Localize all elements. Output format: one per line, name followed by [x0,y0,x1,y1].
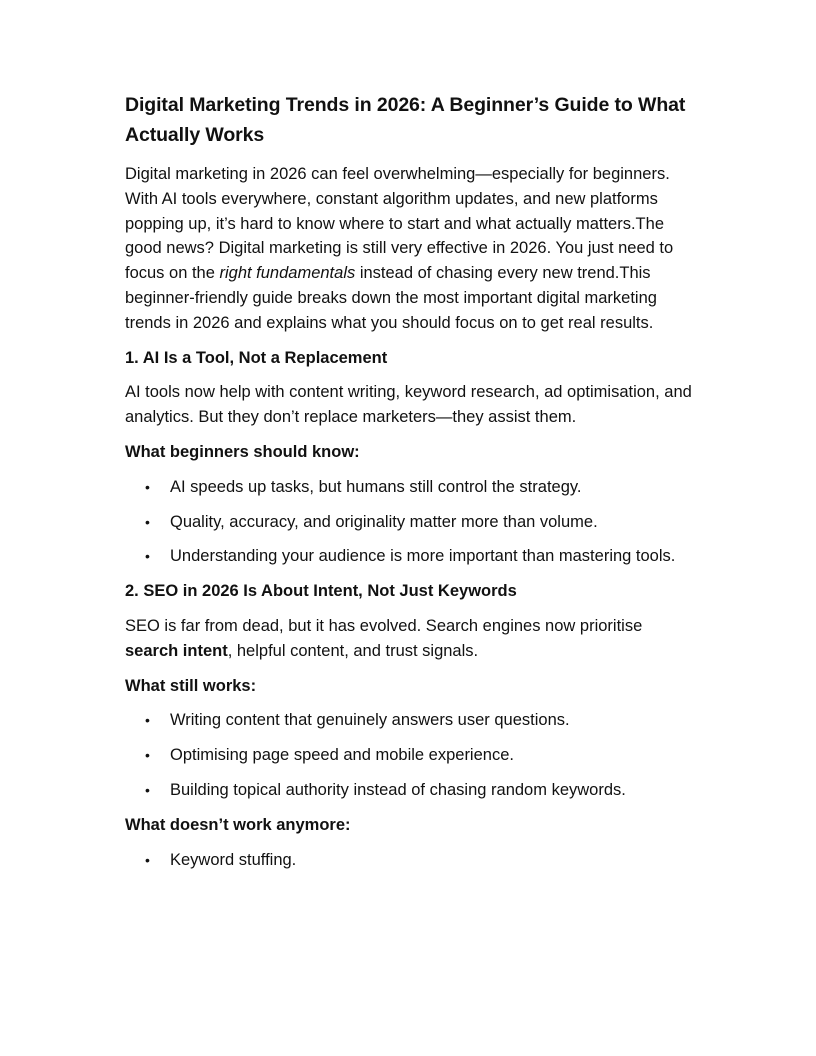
page-title: Digital Marketing Trends in 2026: A Beginner’s Guide to What Actually Works [125,94,686,146]
section-2-body-end: , helpful content, and trust signals. [227,641,479,660]
list-item-text: Writing content that genuinely answers user questions. [170,711,570,730]
bullet-icon: • [145,851,150,868]
intro-paragraph [125,162,695,336]
bullet-icon: • [145,548,150,565]
intro-text-start: Digital marketing in 2026 can feel overwhelming—especially for beginners. With AI tools everywhere, constant algorithm updates, and new platforms popping up, it’s hard to know where to start and what actually matters.The good news? Digital marketing is still very effective in 2026. You just need to focus on the [125,165,674,283]
bullet-icon: • [145,781,150,798]
section-2-body-strong: search intent [125,641,228,660]
section-1-subheading: What beginners should know: [125,442,360,461]
list-item-text: AI speeds up tasks, but humans still control the strategy. [170,477,582,496]
bullet-icon: • [145,712,150,729]
bullet-icon: • [145,478,150,495]
list-item-text: Quality, accuracy, and originality matter more than volume. [170,512,598,531]
document-page [125,90,695,882]
list-item-text: Keyword stuffing. [170,850,297,869]
list-item-text: Building topical authority instead of chasing random keywords. [170,780,626,799]
section-1-list [125,475,695,569]
intro-text-end: instead of chasing every new trend.This beginner-friendly guide breaks down the most important digital marketing trends in 2026 and explains what you should focus on to get real results. [125,264,657,332]
list-item [125,708,695,733]
works-heading: What still works: [125,676,257,695]
list-item [125,544,695,569]
list-item [125,848,695,873]
not-works-heading: What doesn’t work anymore: [125,815,351,834]
section-1-body: AI tools now help with content writing, keyword research, ad optimisation, and analytics. But they don’t replace marketers—they assist them. [125,383,692,427]
section-2-body [125,614,695,664]
works-list [125,708,695,802]
not-works-list [125,848,695,873]
list-item-text: Understanding your audience is more important than mastering tools. [170,547,676,566]
list-item-text: Optimising page speed and mobile experience. [170,746,514,765]
section-2-heading: 2. SEO in 2026 Is About Intent, Not Just Keywords [125,582,517,601]
section-1-heading: 1. AI Is a Tool, Not a Replacement [125,348,388,367]
section-2-body-start: SEO is far from dead, but it has evolved. Search engines now prioritise [125,616,643,635]
bullet-icon: • [145,747,150,764]
bullet-icon: • [145,513,150,530]
intro-emphasis: right fundamentals [219,264,356,283]
list-item [125,743,695,768]
list-item [125,510,695,535]
list-item [125,778,695,803]
list-item [125,475,695,500]
